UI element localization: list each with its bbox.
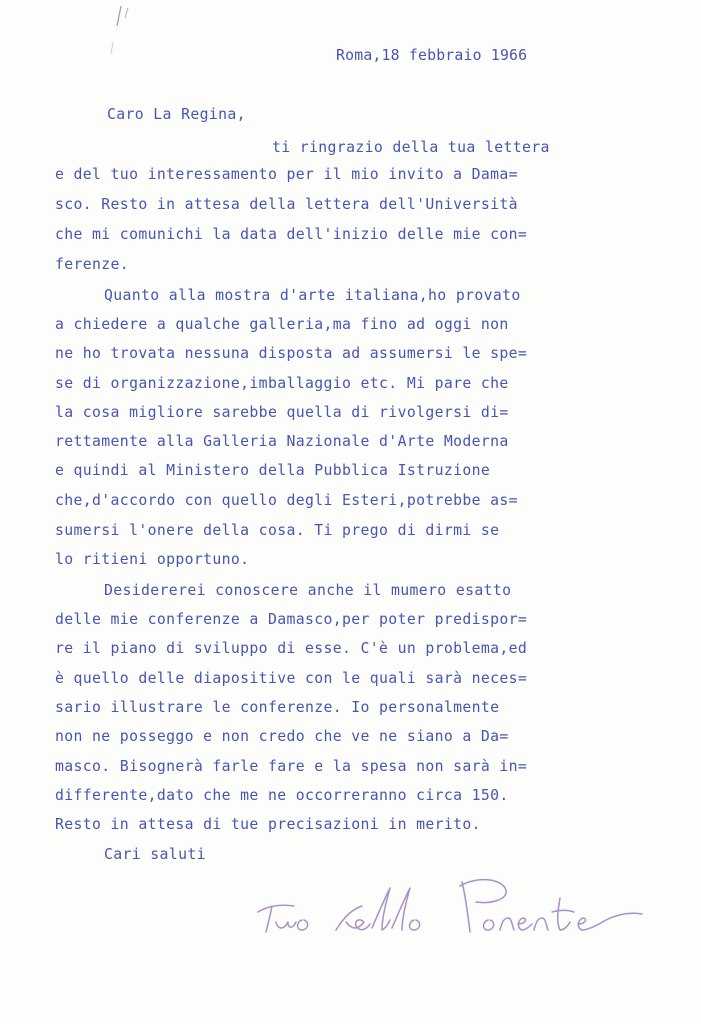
letter-line: a chiedere a qualche galleria,ma fino ad oggi non [55, 316, 509, 333]
letter-salutation: Caro La Regina, [107, 106, 246, 123]
letter-line: Desidererei conoscere anche il mumero esatto [104, 582, 512, 599]
letter-line: e del tuo interessamento per il mio invito a Dama= [55, 166, 518, 183]
letter-line: masco. Bisognerà farle fare e la spesa non sarà in= [55, 758, 528, 775]
letter-line: che mi comunichi la data dell'inizio delle mie con= [55, 226, 528, 243]
letter-line: che,d'accordo con quello degli Esteri,potrebbe as= [55, 492, 518, 509]
letter-line: delle mie conferenze a Damasco,per poter predispor= [55, 611, 528, 628]
handwritten-signature [250, 872, 650, 952]
letter-line: sario illustrare le conferenze. Io personalmente [55, 699, 500, 716]
letter-line: ne ho trovata nessuna disposta ad assumersi le spe= [55, 345, 528, 362]
letter-line: sumersi l'onere della cosa. Ti prego di dirmi se [55, 522, 500, 539]
letter-line: ferenze. [55, 256, 130, 273]
letter-line: se di organizzazione,imballaggio etc. Mi pare che [55, 375, 509, 392]
paper-scratch-mark [103, 4, 143, 64]
letter-line: non ne posseggo e non credo che ve ne siano a Da= [55, 728, 509, 745]
letter-line: Resto in attesa di tue precisazioni in merito. [55, 816, 481, 833]
letter-line: differente,dato che me ne occorreranno circa 150. [55, 787, 509, 804]
letter-closing: Cari saluti [104, 846, 206, 863]
letter-date: Roma,18 febbraio 1966 [336, 47, 528, 64]
letter-line: Quanto alla mostra d'arte italiana,ho provato [104, 287, 521, 304]
letter-line: ti ringrazio della tua lettera [272, 139, 550, 156]
letter-line: la cosa migliore sarebbe quella di rivolgersi di= [55, 404, 509, 421]
letter-line: sco. Resto in attesa della lettera dell'Università [55, 196, 518, 213]
letter-line: e quindi al Ministero della Pubblica Istruzione [55, 462, 491, 479]
letter-line: è quello delle diapositive con le quali sarà neces= [55, 670, 528, 687]
letter-line: rettamente alla Galleria Nazionale d'Arte Moderna [55, 433, 509, 450]
letter-line: lo ritieni opportuno. [55, 551, 250, 568]
letter-line: re il piano di sviluppo di esse. C'è un problema,ed [55, 640, 528, 657]
